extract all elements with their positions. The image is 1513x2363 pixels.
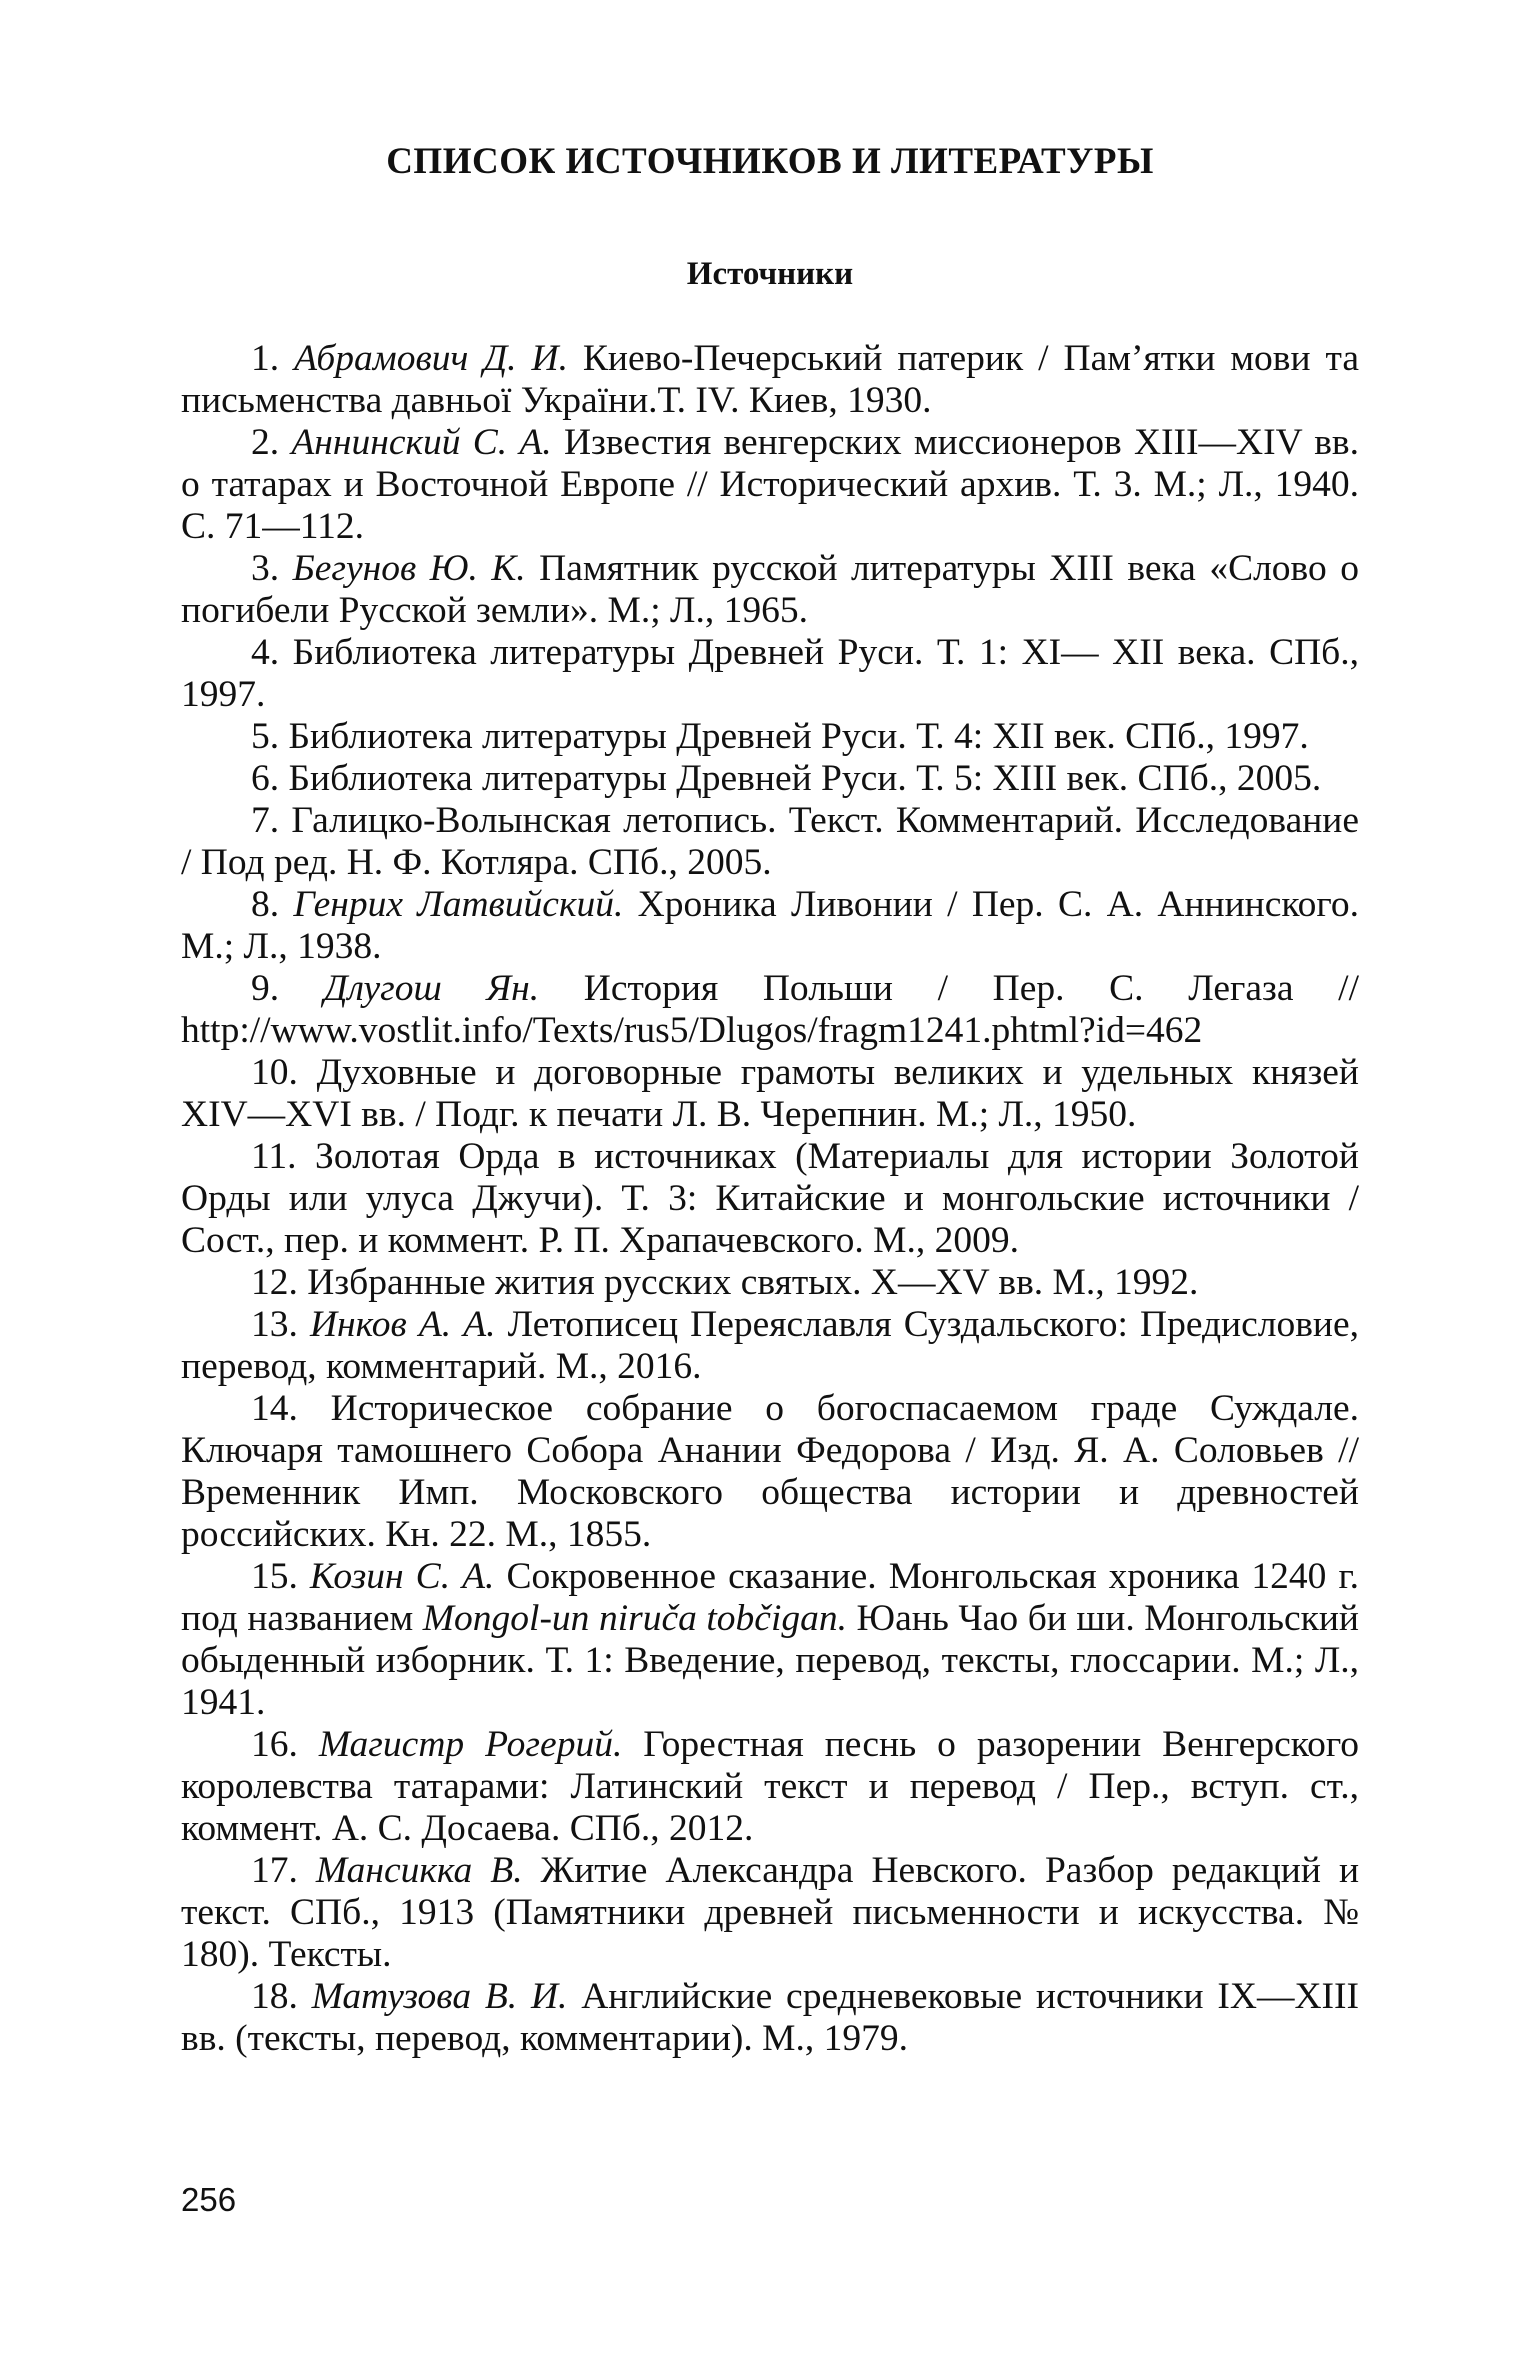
- entry-number: 16.: [251, 1724, 298, 1765]
- entry-number: 7.: [251, 800, 280, 841]
- entry-number: 14.: [251, 1388, 298, 1429]
- entry-text: Летописец Переяславля Суздальского: Предисловие, перевод, комментарий. М., 2016.: [181, 1304, 1360, 1387]
- entry-number: 12.: [251, 1262, 298, 1303]
- entry-number: 15.: [251, 1556, 298, 1597]
- reference-entry: [181, 1262, 1359, 1304]
- entry-number: 6.: [251, 758, 280, 799]
- entry-author: Козин С. А.: [309, 1556, 495, 1597]
- reference-entry: [181, 1976, 1359, 2060]
- reference-entry: [181, 338, 1359, 422]
- entry-text: Житие Александра Невского. Разбор редакций и текст. СПб., 1913 (Памятники древней письменности и искусства. № 180). Тексты.: [181, 1850, 1360, 1975]
- reference-entry: [181, 1304, 1359, 1388]
- reference-entry: [181, 1136, 1359, 1262]
- reference-entry: [181, 422, 1359, 548]
- reference-list: [181, 338, 1359, 2060]
- entry-number: 5.: [251, 716, 280, 757]
- entry-number: 10.: [251, 1052, 298, 1093]
- entry-text: История Польши / Пер. С. Легаза // http://www.vostlit.info/Texts/rus5/Dlugos/fragm1241.phtml?id=462: [181, 968, 1359, 1051]
- entry-number: 9.: [251, 968, 280, 1009]
- entry-author: Мансикка В.: [315, 1850, 523, 1891]
- reference-entry: [181, 1388, 1359, 1556]
- entry-number: 2.: [251, 422, 280, 463]
- entry-text: Золотая Орда в источниках (Материалы для истории Золотой Орды или улуса Джучи). Т. 3: Китайские и монгольские источники / Сост., пер. и коммент. Р. П. Храпачевского. М., 2009.: [181, 1136, 1359, 1261]
- reference-entry: [181, 1556, 1359, 1724]
- entry-number: 3.: [251, 548, 280, 589]
- entry-italic-title: Mongol-un niruča tobčigan.: [422, 1598, 847, 1639]
- reference-entry: [181, 632, 1359, 716]
- entry-text: Памятник русской литературы XIII века «Слово о погибели Русской земли». М.; Л., 1965.: [181, 548, 1359, 631]
- entry-number: 8.: [251, 884, 280, 925]
- entry-text: Историческое собрание о богоспасаемом граде Суждале. Ключаря тамошнего Собора Анании Федорова / Изд. Я. А. Соловьев // Временник Имп. Московского общества истории и древностей российских. Кн. 22. М., 1855.: [181, 1388, 1359, 1555]
- reference-entry: [181, 1724, 1359, 1850]
- reference-entry: [181, 758, 1359, 800]
- reference-entry: [181, 1052, 1359, 1136]
- entry-text-after: Юань Чао би ши. Монгольский обыденный изборник. Т. 1: Введение, перевод, тексты, глоссарии. М.; Л., 1941.: [181, 1598, 1359, 1723]
- page-title: СПИСОК ИСТОЧНИКОВ И ЛИТЕРАТУРЫ: [386, 141, 1154, 182]
- section-heading: Источники: [686, 256, 854, 292]
- entry-number: 13.: [251, 1304, 298, 1345]
- entry-number: 17.: [251, 1850, 298, 1891]
- entry-author: Бегунов Ю. К.: [292, 548, 526, 589]
- entry-text: Английские средневековые источники IX—XIII вв. (тексты, перевод, комментарии). М., 1979.: [181, 1976, 1359, 2059]
- page-content: [181, 140, 1359, 2060]
- reference-entry: [181, 716, 1359, 758]
- entry-author: Матузова В. И.: [311, 1976, 568, 2017]
- entry-text: Избранные жития русских святых. X—XV вв. М., 1992.: [307, 1262, 1199, 1303]
- entry-text: Известия венгерских миссионеров XIII—XIV вв. о татарах и Восточной Европе // Исторический архив. Т. 3. М.; Л., 1940. С. 71—112.: [181, 422, 1360, 547]
- entry-text: Библиотека литературы Древней Руси. Т. 4: XII век. СПб., 1997.: [288, 716, 1309, 757]
- reference-entry: [181, 884, 1359, 968]
- entry-text: Киево-Печерський патерик / Пам’ятки мови та письменства давньої України.Т. IV. Киев, 1930.: [181, 338, 1360, 421]
- entry-text: Духовные и договорные грамоты великих и удельных князей XIV—XVI вв. / Подг. к печати Л. В. Черепнин. М.; Л., 1950.: [181, 1052, 1360, 1135]
- entry-author: Генрих Латвийский.: [293, 884, 624, 925]
- entry-text: Библиотека литературы Древней Руси. Т. 1: XI— XII века. СПб., 1997.: [181, 632, 1359, 715]
- entry-number: 1.: [251, 338, 280, 379]
- entry-author: Магистр Рогерий.: [318, 1724, 623, 1765]
- reference-entry: [181, 548, 1359, 632]
- entry-text: Горестная песнь о разорении Венгерского королевства татарами: Латинский текст и перевод / Пер., вступ. ст., коммент. А. С. Досаева. СПб., 2012.: [181, 1724, 1360, 1849]
- reference-entry: [181, 1850, 1359, 1976]
- entry-text: Галицко-Волынская летопись. Текст. Комментарий. Исследование / Под ред. Н. Ф. Котляра. СПб., 2005.: [181, 800, 1359, 883]
- entry-text: Библиотека литературы Древней Руси. Т. 5: XIII век. СПб., 2005.: [288, 758, 1322, 799]
- entry-number: 11.: [251, 1136, 297, 1177]
- entry-number: 4.: [251, 632, 280, 673]
- entry-number: 18.: [251, 1976, 298, 2017]
- entry-author: Длугош Ян.: [323, 968, 540, 1009]
- entry-author: Абрамович Д. И.: [294, 338, 568, 379]
- page-number: 256: [181, 2181, 237, 2218]
- reference-entry: [181, 968, 1359, 1052]
- entry-author: Аннинский С. А.: [291, 422, 552, 463]
- entry-text: Хроника Ливонии / Пер. С. А. Аннинского. М.; Л., 1938.: [181, 884, 1360, 967]
- entry-text-before: Сокровенное сказание. Монгольская хроника 1240 г. под названием: [181, 1556, 1359, 1639]
- entry-author: Инков А. А.: [309, 1304, 496, 1345]
- reference-entry: [181, 800, 1359, 884]
